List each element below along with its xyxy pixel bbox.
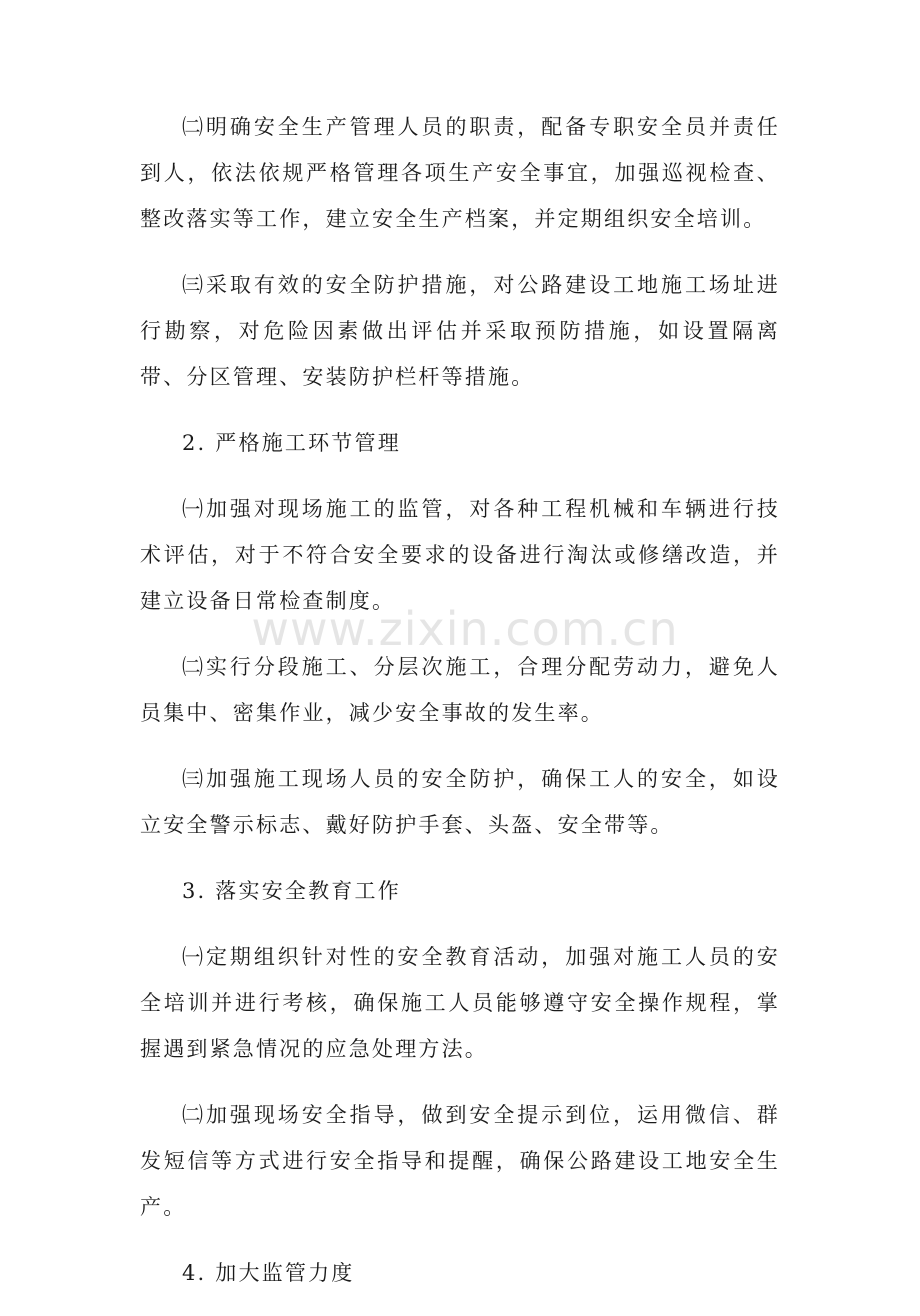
section-heading-2: 2. 严格施工环节管理 (182, 431, 401, 455)
paragraph-item-1-training: ㈠定期组织针对性的安全教育活动，加强对施工人员的安全培训并进行考核，确保施工人员能够遵守安全操作规程，掌握遇到紧急情况的应急处理方法。 (140, 945, 780, 1061)
watermark: www.zixin.com.cn (251, 602, 679, 656)
paragraph-item-3-protection: ㈢采取有效的安全防护措施，对公路建设工地施工场址进行勘察，对危险因素做出评估并采取预防措施，如设置隔离带、分区管理、安装防护栏杆等措施。 (140, 273, 780, 389)
paragraph-item-1-supervision: ㈠加强对现场施工的监管，对各种工程机械和车辆进行技术评估，对于不符合安全要求的设备进行淘汰或修缮改造，并建立设备日常检查制度。 (140, 497, 780, 613)
paragraph-item-2-guidance: ㈡加强现场安全指导，做到安全提示到位，运用微信、群发短信等方式进行安全指导和提醒，确保公路建设工地安全生产。 (140, 1103, 780, 1219)
paragraph-item-3-worker-safety: ㈢加强施工现场人员的安全防护，确保工人的安全，如设立安全警示标志、戴好防护手套、头盔、安全带等。 (140, 767, 780, 837)
paragraph-item-2-duties: ㈡明确安全生产管理人员的职责，配备专职安全员并责任到人，依法依规严格管理各项生产安全事宜，加强巡视检查、整改落实等工作，建立安全生产档案，并定期组织安全培训。 (140, 115, 780, 231)
document-body (140, 104, 780, 1316)
section-heading-4: 4. 加大监管力度 (182, 1261, 355, 1285)
section-heading-3: 3. 落实安全教育工作 (182, 879, 401, 903)
paragraph-item-2-segmented-work: ㈡实行分段施工、分层次施工，合理分配劳动力，避免人员集中、密集作业，减少安全事故的发生率。 (140, 655, 780, 725)
